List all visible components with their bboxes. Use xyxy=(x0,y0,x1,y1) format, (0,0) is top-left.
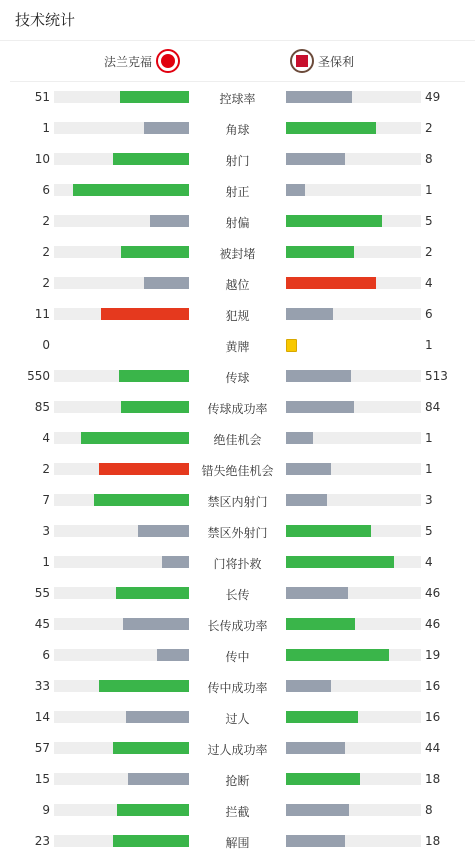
stat-label: 传中成功率 xyxy=(207,681,268,695)
home-bar-track xyxy=(54,587,189,599)
stat-row xyxy=(0,547,475,578)
away-value: 4 xyxy=(425,276,433,290)
stat-row xyxy=(0,702,475,733)
home-value: 9 xyxy=(42,803,50,817)
away-bar-track xyxy=(286,773,421,785)
home-bar-track xyxy=(54,742,189,754)
away-value: 18 xyxy=(425,772,441,786)
away-value: 2 xyxy=(425,121,433,135)
stat-label: 传球成功率 xyxy=(207,402,268,416)
home-bar-fill xyxy=(150,215,189,227)
away-bar-fill xyxy=(286,742,345,754)
stat-label: 黄牌 xyxy=(225,340,250,354)
home-value: 0 xyxy=(42,338,50,352)
home-value: 14 xyxy=(34,710,50,724)
home-value: 55 xyxy=(34,586,50,600)
home-value: 1 xyxy=(42,121,50,135)
home-bar-fill xyxy=(128,773,189,785)
stat-row xyxy=(0,578,475,609)
home-bar-track xyxy=(54,246,189,258)
away-bar-fill xyxy=(286,277,376,289)
home-value: 6 xyxy=(42,183,50,197)
away-value: 513 xyxy=(425,369,448,383)
away-bar-track xyxy=(286,649,421,661)
away-value: 18 xyxy=(425,834,441,848)
away-bar-fill xyxy=(286,804,349,816)
stat-label: 犯规 xyxy=(225,309,250,323)
away-value: 6 xyxy=(425,307,433,321)
away-bar-fill xyxy=(286,432,313,444)
away-bar-track xyxy=(286,556,421,568)
home-bar-track xyxy=(54,432,189,444)
stat-label: 被封堵 xyxy=(219,247,256,261)
home-value: 85 xyxy=(34,400,50,414)
home-bar-fill xyxy=(121,246,189,258)
home-bar-fill xyxy=(116,587,189,599)
away-bar-fill xyxy=(286,370,351,382)
away-bar-fill xyxy=(286,649,389,661)
away-team[interactable] xyxy=(290,49,354,73)
away-bar-track xyxy=(286,494,421,506)
home-bar-track xyxy=(54,277,189,289)
section-title: 技术统计 xyxy=(0,0,475,41)
stat-label: 越位 xyxy=(225,278,250,292)
away-value: 46 xyxy=(425,617,441,631)
home-value: 2 xyxy=(42,276,50,290)
away-value: 4 xyxy=(425,555,433,569)
home-bar-fill xyxy=(113,153,189,165)
stat-label: 抢断 xyxy=(225,774,250,788)
away-bar-track xyxy=(286,246,421,258)
away-value: 5 xyxy=(425,214,433,228)
home-bar-fill xyxy=(113,742,189,754)
away-value: 8 xyxy=(425,803,433,817)
away-bar-fill xyxy=(286,835,345,847)
away-bar-fill xyxy=(286,773,360,785)
home-bar-track xyxy=(54,773,189,785)
away-value: 19 xyxy=(425,648,441,662)
away-bar-fill xyxy=(286,463,331,475)
stat-label: 传球 xyxy=(225,371,250,385)
away-bar-fill xyxy=(286,308,333,320)
home-bar-track xyxy=(54,215,189,227)
away-bar-track xyxy=(286,122,421,134)
stat-label: 过人 xyxy=(225,712,250,726)
stat-row xyxy=(0,733,475,764)
home-bar-fill xyxy=(99,680,189,692)
stat-label: 角球 xyxy=(225,123,250,137)
home-value: 2 xyxy=(42,462,50,476)
home-bar-track xyxy=(54,91,189,103)
home-value: 45 xyxy=(34,617,50,631)
home-value: 1 xyxy=(42,555,50,569)
away-value: 16 xyxy=(425,710,441,724)
home-bar-fill xyxy=(123,618,189,630)
stat-label: 射偏 xyxy=(225,216,250,230)
away-bar-fill xyxy=(286,711,358,723)
stat-label: 射门 xyxy=(225,154,250,168)
home-bar-track xyxy=(54,649,189,661)
stat-row xyxy=(0,826,475,857)
home-bar-fill xyxy=(94,494,189,506)
home-value: 57 xyxy=(34,741,50,755)
home-value: 7 xyxy=(42,493,50,507)
home-value: 550 xyxy=(27,369,50,383)
home-team-crest-icon xyxy=(156,49,180,73)
stat-row xyxy=(0,330,475,361)
home-bar-track xyxy=(54,711,189,723)
stat-row xyxy=(0,764,475,795)
away-bar-track xyxy=(286,370,421,382)
away-bar-track xyxy=(286,215,421,227)
home-bar-fill xyxy=(117,804,189,816)
home-bar-fill xyxy=(138,525,189,537)
stat-label: 解围 xyxy=(225,836,250,850)
teams-header xyxy=(10,41,465,82)
away-bar-track xyxy=(286,432,421,444)
stat-row xyxy=(0,82,475,113)
home-value: 51 xyxy=(34,90,50,104)
home-bar-fill xyxy=(121,401,189,413)
home-bar-fill xyxy=(99,463,189,475)
away-value: 44 xyxy=(425,741,441,755)
home-team-name: 法兰克福 xyxy=(103,54,152,69)
away-bar-fill xyxy=(286,401,354,413)
home-bar-track xyxy=(54,618,189,630)
stat-row xyxy=(0,113,475,144)
home-bar-fill xyxy=(119,370,189,382)
stat-row xyxy=(0,206,475,237)
away-bar-track xyxy=(286,680,421,692)
stat-label: 长传成功率 xyxy=(207,619,268,633)
home-bar-track xyxy=(54,463,189,475)
stat-label: 绝佳机会 xyxy=(213,433,262,447)
away-bar-track xyxy=(286,525,421,537)
home-bar-fill xyxy=(113,835,189,847)
home-bar-track xyxy=(54,835,189,847)
home-bar-track xyxy=(54,494,189,506)
home-bar-track xyxy=(54,680,189,692)
stat-label: 长传 xyxy=(225,588,250,602)
away-bar-fill xyxy=(286,246,354,258)
home-team[interactable] xyxy=(104,49,180,73)
home-bar-fill xyxy=(120,91,189,103)
home-bar-track xyxy=(54,804,189,816)
stat-row xyxy=(0,609,475,640)
home-bar-fill xyxy=(162,556,189,568)
away-bar-track xyxy=(286,835,421,847)
home-value: 11 xyxy=(34,307,50,321)
home-bar-track xyxy=(54,401,189,413)
home-bar-track xyxy=(54,556,189,568)
home-value: 33 xyxy=(34,679,50,693)
home-bar-fill xyxy=(157,649,189,661)
away-bar-track xyxy=(286,587,421,599)
away-bar-fill xyxy=(286,680,331,692)
home-bar-track xyxy=(54,153,189,165)
away-bar-fill xyxy=(286,91,352,103)
away-team-name: 圣保利 xyxy=(318,54,355,69)
away-value: 1 xyxy=(425,338,433,352)
away-bar-track xyxy=(286,463,421,475)
away-value: 1 xyxy=(425,431,433,445)
away-bar-track xyxy=(286,618,421,630)
away-bar-fill xyxy=(286,122,376,134)
stat-label: 禁区外射门 xyxy=(207,526,268,540)
away-value: 1 xyxy=(425,183,433,197)
home-bar-fill xyxy=(144,122,189,134)
home-bar-fill xyxy=(81,432,189,444)
away-value: 3 xyxy=(425,493,433,507)
stat-row xyxy=(0,299,475,330)
away-bar-fill xyxy=(286,525,371,537)
away-bar-fill xyxy=(286,494,327,506)
home-bar-fill xyxy=(101,308,189,320)
home-value: 6 xyxy=(42,648,50,662)
away-value: 8 xyxy=(425,152,433,166)
away-bar-track xyxy=(286,153,421,165)
stat-row xyxy=(0,175,475,206)
home-bar-track xyxy=(54,525,189,537)
stat-row xyxy=(0,485,475,516)
away-value: 84 xyxy=(425,400,441,414)
away-value: 1 xyxy=(425,462,433,476)
away-bar-track xyxy=(286,91,421,103)
away-bar-track xyxy=(286,401,421,413)
stat-row xyxy=(0,454,475,485)
away-bar-track xyxy=(286,742,421,754)
yellow-card-icon xyxy=(286,339,297,352)
stat-row xyxy=(0,640,475,671)
away-value: 16 xyxy=(425,679,441,693)
away-bar-fill xyxy=(286,153,345,165)
away-bar-fill xyxy=(286,556,394,568)
away-bar-track xyxy=(286,184,421,196)
home-value: 4 xyxy=(42,431,50,445)
home-value: 10 xyxy=(34,152,50,166)
stat-label: 错失绝佳机会 xyxy=(201,464,274,478)
away-value: 46 xyxy=(425,586,441,600)
stat-row xyxy=(0,795,475,826)
away-bar-fill xyxy=(286,587,348,599)
away-bar-track xyxy=(286,277,421,289)
away-team-crest-icon xyxy=(290,49,314,73)
away-bar-fill xyxy=(286,215,382,227)
home-bar-fill xyxy=(73,184,189,196)
stat-label: 控球率 xyxy=(219,92,256,106)
stat-row xyxy=(0,423,475,454)
away-bar-track xyxy=(286,308,421,320)
home-value: 2 xyxy=(42,214,50,228)
stat-row xyxy=(0,144,475,175)
away-bar-track xyxy=(286,804,421,816)
stat-row xyxy=(0,268,475,299)
stat-row xyxy=(0,392,475,423)
home-bar-track xyxy=(54,122,189,134)
stat-label: 射正 xyxy=(225,185,250,199)
home-bar-track xyxy=(54,308,189,320)
home-value: 15 xyxy=(34,772,50,786)
away-bar-track xyxy=(286,711,421,723)
away-value: 2 xyxy=(425,245,433,259)
home-bar-track xyxy=(54,184,189,196)
home-bar-track xyxy=(54,370,189,382)
stat-label: 过人成功率 xyxy=(207,743,268,757)
away-bar-fill xyxy=(286,618,355,630)
away-value: 49 xyxy=(425,90,441,104)
stat-row xyxy=(0,237,475,268)
stat-label: 传中 xyxy=(225,650,250,664)
home-value: 2 xyxy=(42,245,50,259)
home-value: 23 xyxy=(34,834,50,848)
home-bar-fill xyxy=(126,711,189,723)
home-bar-fill xyxy=(144,277,189,289)
stat-row xyxy=(0,516,475,547)
stat-row xyxy=(0,361,475,392)
stat-row xyxy=(0,671,475,702)
stat-label: 禁区内射门 xyxy=(207,495,268,509)
home-value: 3 xyxy=(42,524,50,538)
away-bar-fill xyxy=(286,184,305,196)
stat-label: 拦截 xyxy=(225,805,250,819)
stat-label: 门将扑救 xyxy=(213,557,262,571)
away-value: 5 xyxy=(425,524,433,538)
